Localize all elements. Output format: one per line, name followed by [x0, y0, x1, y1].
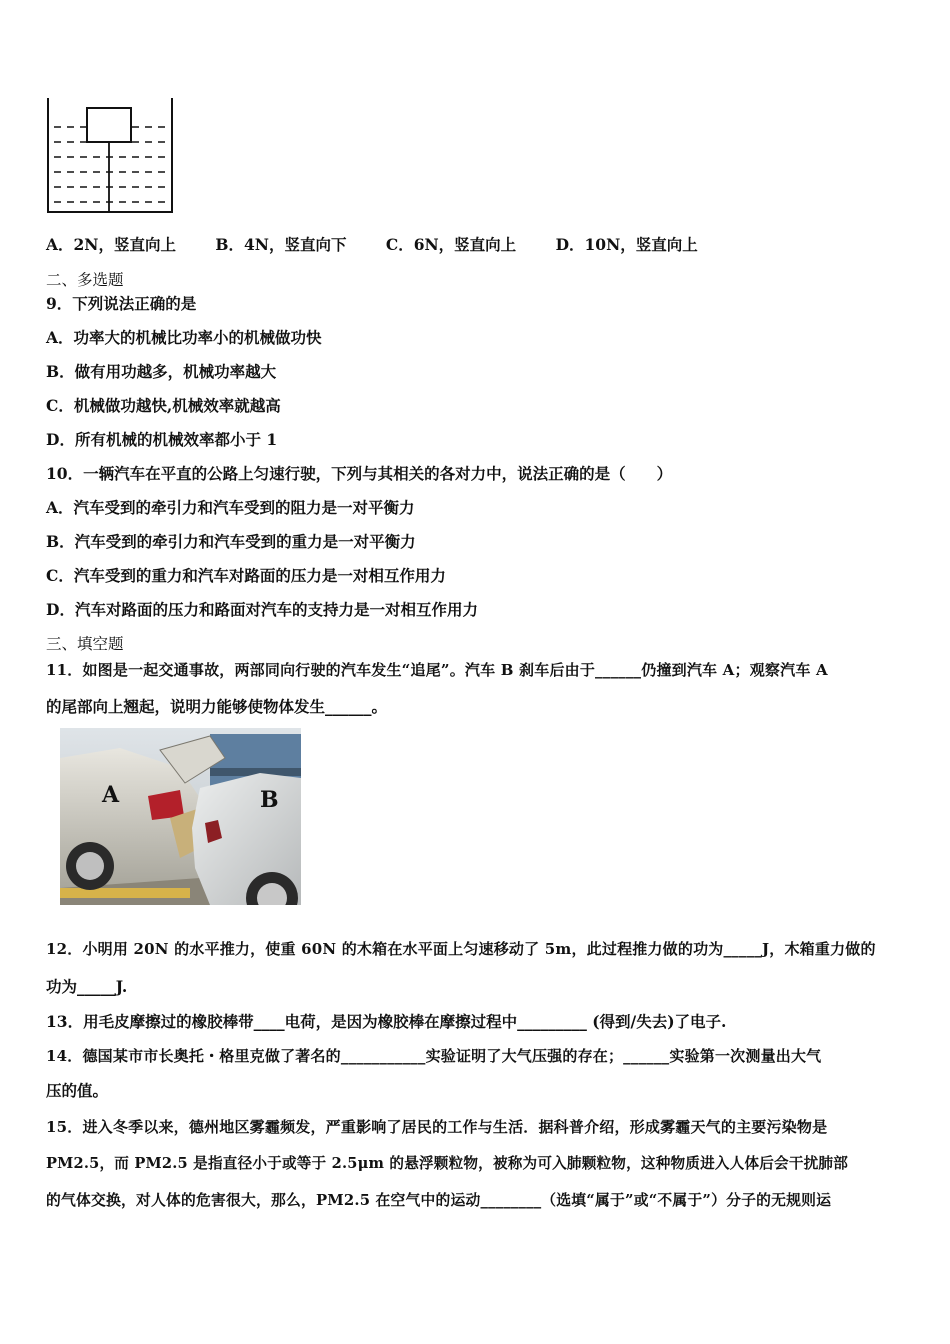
q11-line-2: 的尾部向上翘起，说明力能够使物体发生______。 — [46, 697, 388, 716]
q8-options — [46, 234, 732, 256]
q14-line-1: 14．德国某市市长奥托・格里克做了著名的___________实验证明了大气压强的存在；______实验第一次测量出大气 — [46, 1047, 822, 1065]
q9-option-c[interactable]: C．机械做功越快,机械效率就越高 — [46, 396, 281, 415]
q12-line-1: 12．小明用 20N 的水平推力，使重 60N 的木箱在水平面上匀速移动了 5m，此过程推力做的功为_____J，木箱重力做的 — [46, 940, 876, 958]
q15-line-2: PM2.5，而 PM2.5 是指直径小于或等于 2.5μm 的悬浮颗粒物，被称为可入肺颗粒物，这种物质进入人体后会干扰肺部 — [46, 1155, 849, 1172]
beaker-diagram — [44, 96, 176, 218]
q9-option-a[interactable]: A．功率大的机械比功率小的机械做功快 — [46, 328, 322, 347]
q10-option-c[interactable]: C．汽车受到的重力和汽车对路面的压力是一对相互作用力 — [46, 566, 446, 585]
q9-option-b[interactable]: B．做有用功越多，机械功率越大 — [46, 362, 277, 381]
q14-line-2: 压的值。 — [46, 1081, 109, 1100]
q8-option-b[interactable]: B．4N，竖直向下 — [215, 235, 347, 254]
section-title-fill-in: 三、填空题 — [46, 635, 124, 653]
q10-option-a[interactable]: A．汽车受到的牵引力和汽车受到的阻力是一对平衡力 — [46, 498, 415, 517]
q11-line-1: 11．如图是一起交通事故，两部同向行驶的汽车发生“追尾”。汽车 B 刹车后由于______仍撞到汽车 A；观察汽车 A — [46, 661, 828, 679]
section-title-multiple-choice: 二、多选题 — [46, 271, 124, 289]
q10-option-d[interactable]: D．汽车对路面的压力和路面对汽车的支持力是一对相互作用力 — [46, 600, 478, 619]
q10-option-b[interactable]: B．汽车受到的牵引力和汽车受到的重力是一对平衡力 — [46, 532, 416, 551]
q8-option-c[interactable]: C．6N，竖直向上 — [385, 235, 517, 254]
q8-option-d[interactable]: D．10N，竖直向上 — [555, 235, 698, 254]
q15-line-1: 15．进入冬季以来，德州地区雾霾频发，严重影响了居民的工作与生活．据科普介绍，形成雾霾天气的主要污染物是 — [46, 1118, 828, 1136]
label-car-a: A — [102, 782, 120, 808]
q13-line-1: 13．用毛皮摩擦过的橡胶棒带____电荷，是因为橡胶棒在摩擦过程中_________ (得到/失去)了电子. — [46, 1012, 727, 1031]
q12-line-2: 功为_____J. — [46, 977, 128, 996]
q8-option-a[interactable]: A．2N，竖直向上 — [46, 235, 176, 254]
q10-stem: 10．一辆汽车在平直的公路上匀速行驶，下列与其相关的各对力中，说法正确的是（ ） — [46, 464, 673, 483]
rear-end-collision-photo — [60, 728, 301, 905]
q15-line-3: 的气体交换，对人体的危害很大，那么，PM2.5 在空气中的运动________（选填“属于”或“不属于”）分子的无规则运 — [46, 1192, 832, 1209]
q9-stem: 9．下列说法正确的是 — [46, 294, 197, 313]
label-car-b: B — [260, 787, 279, 813]
q9-option-d[interactable]: D．所有机械的机械效率都小于 1 — [46, 430, 278, 449]
